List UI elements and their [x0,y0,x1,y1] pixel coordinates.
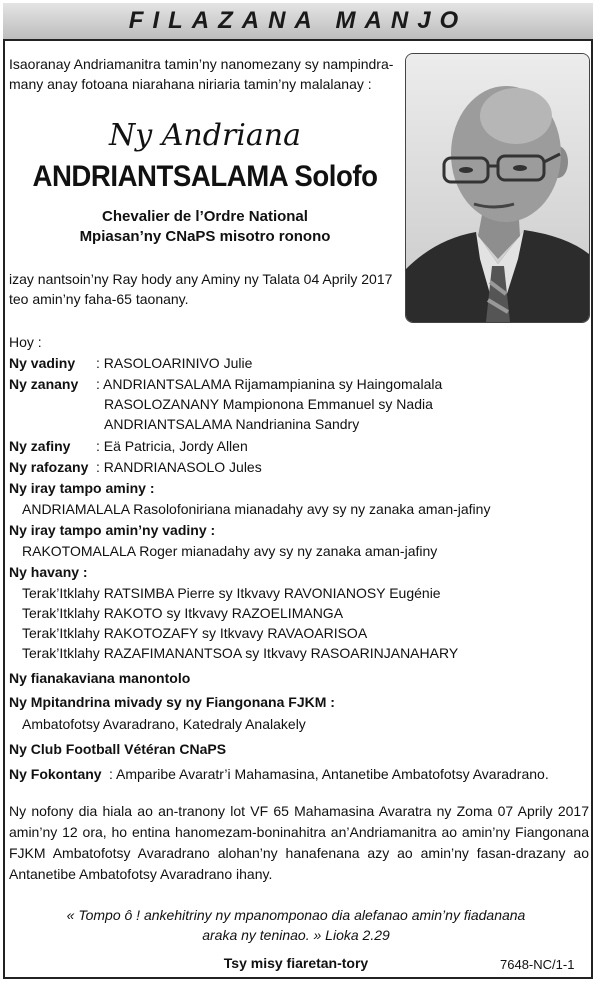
rafozany-value: : RANDRIANASOLO Jules [96,459,262,475]
zanany-label: Ny zanany [9,376,79,392]
havany-item: Terak’Itklahy RAKOTOZAFY sy Itkvavy RAVAOARISOA [22,625,368,641]
fianakaviana-label: Ny fianakaviana manontolo [9,670,191,686]
iray-tampo-vadiny-value: RAKOTOMALALA Roger mianadahy avy sy ny zanaka aman-jafiny [22,543,438,559]
portrait-photo [405,53,590,323]
iray-tampo-value: ANDRIAMALALA Rasolofoniriana mianadahy avy sy ny zanaka aman-jafiny [22,501,491,517]
vadiny-value: : RASOLOARINIVO Julie [96,355,253,371]
zanany-value-1: : ANDRIANTSALAMA Rijamampianina sy Haingomalala [96,376,443,392]
header-title: FILAZANA MANJO [128,7,468,34]
vadiny-label: Ny vadiny [9,355,76,371]
intro-line-2: many anay fotoana niarahana niriaria tamin’ny malalanay : [9,76,372,92]
club-label: Ny Club Football Vétéran CNaPS [9,741,227,757]
iray-tampo-label: Ny iray tampo aminy : [9,480,155,496]
intro-line-1: Isaoranay Andriamanitra tamin’ny nanomezany sy nampindra- [9,56,394,72]
mpitandrina-label: Ny Mpitandrina mivady sy ny Fiangonana FJKM : [9,694,335,710]
deceased-title-2: Mpiasan’ny CNaPS misotro ronono [79,228,331,245]
iray-tampo-vadiny-label: Ny iray tampo amin’ny vadiny : [9,522,216,538]
zafiny-value: : Eä Patricia, Jordy Allen [96,438,248,454]
death-notice-line-1: izay nantsoin’ny Ray hody any Aminy ny Talata 04 Aprily 2017 [9,271,393,287]
deceased-title-1: Chevalier de l’Ordre National [102,208,308,225]
no-flowers-note: Tsy misy fiaretan-tory [223,955,369,971]
scripture-quote-line-2: araka ny teninao. » Lioka 2.29 [202,927,390,943]
funeral-details: Ny nofony dia hiala ao an-tranony lot VF 65 Mahamasina Avaratra ny Zoma 07 Aprily 2017 amin’ny 12 ora, ho entina hanomezam-boninahitra an’Andriamanitra ao amin’ny Fiangonana FJKM Ambatofotsy Avaradrano alohan’ny hanafenana azy ao amin’ny fasan-drazany ao Antanetibe Ambatofotsy Avaradrano ihany. [9,803,589,882]
zanany-value-2: RASOLOZANANY Mampionona Emmanuel sy Nadia [104,396,433,412]
zafiny-label: Ny zafiny [9,438,71,454]
death-notice-line-2: teo amin’ny faha-65 taonany. [9,291,189,307]
mpitandrina-value: Ambatofotsy Avaradrano, Katedraly Analakely [22,716,306,732]
fokontany-value: : Amparibe Avaratr’i Mahamasina, Antanetibe Ambatofotsy Avaradrano. [109,766,549,782]
header-banner [3,3,593,41]
portrait-photo-icon [406,54,589,322]
scripture-quote-line-1: « Tompo ô ! ankehitriny ny mpanomponao dia alefanao amin’ny fiadanana [66,907,526,923]
honorific: Ny Andriana [109,118,301,153]
rafozany-label: Ny rafozany [9,459,89,475]
havany-label: Ny havany : [9,564,88,580]
havany-item: Terak’Itklahy RATSIMBA Pierre sy Itkvavy RAVONIANOSY Eugénie [22,585,441,601]
hoy-label: Hoy : [9,334,42,350]
fokontany-label: Ny Fokontany [9,766,102,782]
havany-item: Terak’Itklahy RAZAFIMANANTSOA sy Itkvavy RASOARINJANAHARY [22,645,459,661]
deceased-name: ANDRIANTSALAMA Solofo [32,160,378,193]
havany-item: Terak’Itklahy RAKOTO sy Itkvavy RAZOELIMANGA [22,605,344,621]
reference-code: 7648-NC/1-1 [500,957,575,972]
zanany-value-3: ANDRIANTSALAMA Nandrianina Sandry [104,416,360,432]
